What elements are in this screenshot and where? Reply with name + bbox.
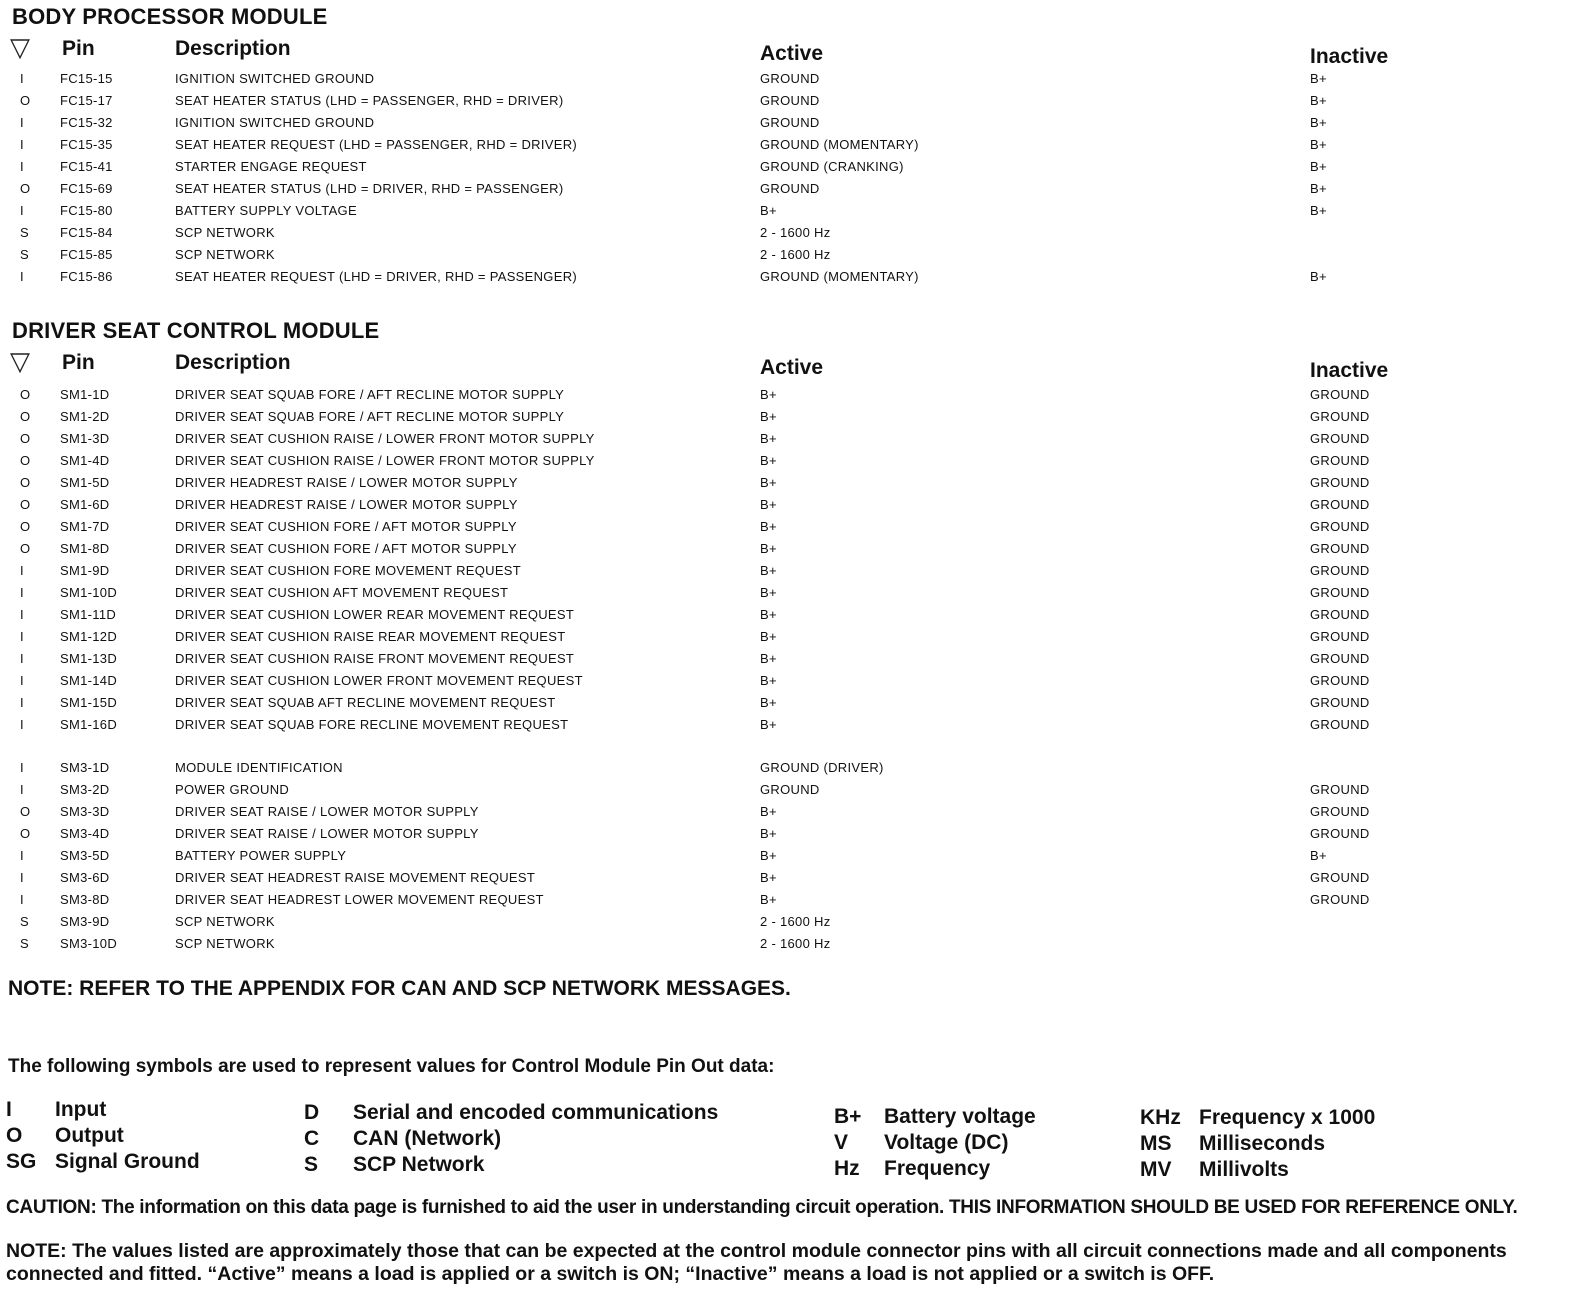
pin-id: SM1-6D — [60, 497, 110, 512]
pin-active-value: B+ — [760, 585, 777, 600]
pin-description: MODULE IDENTIFICATION — [175, 760, 343, 775]
legend-sym-can: C — [304, 1127, 320, 1150]
pin-description: SEAT HEATER REQUEST (LHD = DRIVER, RHD = PASSENGER) — [175, 269, 578, 284]
pin-id: SM1-15D — [60, 695, 118, 710]
pin-id: FC15-35 — [60, 137, 113, 152]
legend-label-voltage: Voltage (DC) — [884, 1131, 1009, 1154]
table-row — [0, 519, 1584, 541]
pin-id: SM3-10D — [60, 936, 118, 951]
pin-inactive-value: GROUND — [1310, 892, 1370, 907]
pin-active-value: B+ — [760, 431, 777, 446]
pin-id: FC15-41 — [60, 159, 113, 174]
pin-id: FC15-32 — [60, 115, 113, 130]
pin-inactive-value: GROUND — [1310, 497, 1370, 512]
pin-description: DRIVER SEAT HEADREST LOWER MOVEMENT REQUEST — [175, 892, 544, 907]
table-row — [0, 607, 1584, 629]
legend-sym-khz: KHz — [1140, 1106, 1181, 1129]
pin-active-value: GROUND (CRANKING) — [760, 159, 904, 174]
pin-id: SM3-1D — [60, 760, 110, 775]
legend-sym-output: O — [6, 1124, 23, 1147]
pin-active-value: GROUND (MOMENTARY) — [760, 137, 919, 152]
pin-active-value: B+ — [760, 541, 777, 556]
pin-io-type: I — [20, 629, 24, 644]
pin-inactive-value: GROUND — [1310, 541, 1370, 556]
pin-description: DRIVER SEAT HEADREST RAISE MOVEMENT REQUEST — [175, 870, 536, 885]
pin-id: SM1-5D — [60, 475, 110, 490]
pin-active-value: GROUND — [760, 93, 820, 108]
pin-description: SEAT HEATER REQUEST (LHD = PASSENGER, RHD = DRIVER) — [175, 137, 578, 152]
pin-id: FC15-85 — [60, 247, 113, 262]
pin-active-value: B+ — [760, 892, 777, 907]
pin-id: FC15-15 — [60, 71, 113, 86]
pin-active-value: B+ — [760, 717, 777, 732]
pin-io-type: O — [20, 475, 31, 490]
pin-io-type: I — [20, 203, 24, 218]
pin-id: SM3-5D — [60, 848, 110, 863]
pin-io-type: I — [20, 585, 24, 600]
pin-description: DRIVER SEAT SQUAB FORE RECLINE MOVEMENT REQUEST — [175, 717, 569, 732]
pin-id: SM3-6D — [60, 870, 110, 885]
pin-io-type: O — [20, 453, 31, 468]
pin-io-type: I — [20, 651, 24, 666]
pin-description: IGNITION SWITCHED GROUND — [175, 115, 375, 130]
legend-label-frequency: Frequency — [884, 1157, 991, 1180]
pin-description: SCP NETWORK — [175, 936, 275, 951]
pin-inactive-value: GROUND — [1310, 651, 1370, 666]
table-row — [0, 203, 1584, 225]
dscm-pin-header: Pin — [62, 351, 95, 374]
pin-inactive-value: B+ — [1310, 159, 1327, 174]
pin-io-type: O — [20, 387, 31, 402]
legend-sym-voltage: V — [834, 1131, 849, 1154]
pin-description: BATTERY POWER SUPPLY — [175, 848, 347, 863]
pin-inactive-value: B+ — [1310, 93, 1327, 108]
pin-description: DRIVER SEAT CUSHION AFT MOVEMENT REQUEST — [175, 585, 509, 600]
pin-io-type: S — [20, 936, 29, 951]
pin-id: SM3-8D — [60, 892, 110, 907]
io-symbol-header-icon: ▽ — [10, 346, 30, 376]
pin-io-type: O — [20, 181, 31, 196]
pin-io-type: I — [20, 607, 24, 622]
table-row — [0, 651, 1584, 673]
pin-id: SM1-10D — [60, 585, 118, 600]
pin-active-value: B+ — [760, 475, 777, 490]
bpm-inactive-header: Inactive — [1310, 45, 1389, 68]
pin-id: FC15-86 — [60, 269, 113, 284]
pin-description: SEAT HEATER STATUS (LHD = PASSENGER, RHD = DRIVER) — [175, 93, 564, 108]
pin-description: SEAT HEATER STATUS (LHD = DRIVER, RHD = PASSENGER) — [175, 181, 564, 196]
table-row — [0, 497, 1584, 519]
pin-description: DRIVER SEAT CUSHION FORE MOVEMENT REQUEST — [175, 563, 522, 578]
pin-active-value: GROUND — [760, 782, 820, 797]
pin-io-type: S — [20, 914, 29, 929]
bpm-description-header: Description — [175, 37, 291, 60]
table-row — [0, 93, 1584, 115]
pin-id: FC15-69 — [60, 181, 113, 196]
caution-text: CAUTION: The information on this data page is furnished to aid the user in understanding circuit operation. THIS INFORMATION SHOULD BE USED FOR REFERENCE ONLY. — [6, 1197, 1518, 1218]
pin-io-type: I — [20, 848, 24, 863]
pin-id: SM1-16D — [60, 717, 118, 732]
table-row — [0, 269, 1584, 291]
pin-description: SCP NETWORK — [175, 225, 275, 240]
pin-description: IGNITION SWITCHED GROUND — [175, 71, 375, 86]
pin-id: SM1-3D — [60, 431, 110, 446]
pin-id: SM1-13D — [60, 651, 118, 666]
legend-label-scp: SCP Network — [353, 1153, 485, 1176]
pin-inactive-value: B+ — [1310, 137, 1327, 152]
dscm-inactive-header: Inactive — [1310, 359, 1389, 382]
pin-inactive-value: GROUND — [1310, 585, 1370, 600]
table-row — [0, 673, 1584, 695]
pin-inactive-value: GROUND — [1310, 870, 1370, 885]
pin-active-value: B+ — [760, 563, 777, 578]
pin-io-type: S — [20, 247, 29, 262]
pin-description: SCP NETWORK — [175, 247, 275, 262]
table-row — [0, 387, 1584, 409]
pin-description: DRIVER SEAT CUSHION LOWER FRONT MOVEMENT REQUEST — [175, 673, 583, 688]
dscm-description-header: Description — [175, 351, 291, 374]
pin-description: DRIVER SEAT CUSHION RAISE / LOWER FRONT MOTOR SUPPLY — [175, 431, 595, 446]
pin-active-value: 2 - 1600 Hz — [760, 225, 831, 240]
pin-active-value: B+ — [760, 607, 777, 622]
pin-active-value: B+ — [760, 409, 777, 424]
pin-io-type: O — [20, 409, 31, 424]
pin-description: DRIVER HEADREST RAISE / LOWER MOTOR SUPPLY — [175, 475, 518, 490]
table-row — [0, 71, 1584, 93]
legend-label-battery: Battery voltage — [884, 1105, 1036, 1128]
pin-io-type: I — [20, 71, 24, 86]
pin-description: DRIVER SEAT RAISE / LOWER MOTOR SUPPLY — [175, 804, 479, 819]
table-row — [0, 541, 1584, 563]
pin-id: SM1-7D — [60, 519, 110, 534]
pin-active-value: GROUND — [760, 181, 820, 196]
table-row — [0, 914, 1584, 936]
legend-label-serial: Serial and encoded communications — [353, 1101, 719, 1124]
pin-active-value: 2 - 1600 Hz — [760, 247, 831, 262]
pin-active-value: GROUND — [760, 115, 820, 130]
legend-sym-mv: MV — [1140, 1158, 1172, 1181]
pin-io-type: I — [20, 782, 24, 797]
pin-description: BATTERY SUPPLY VOLTAGE — [175, 203, 357, 218]
table-row — [0, 695, 1584, 717]
table-row — [0, 760, 1584, 782]
legend-sym-battery: B+ — [834, 1105, 862, 1128]
pin-description: DRIVER SEAT SQUAB AFT RECLINE MOVEMENT REQUEST — [175, 695, 556, 710]
pin-active-value: B+ — [760, 804, 777, 819]
pin-inactive-value: GROUND — [1310, 453, 1370, 468]
table-row — [0, 225, 1584, 247]
bpm-pin-header: Pin — [62, 37, 95, 60]
pin-inactive-value: GROUND — [1310, 475, 1370, 490]
pin-io-type: O — [20, 519, 31, 534]
table-row — [0, 475, 1584, 497]
pin-id: SM1-12D — [60, 629, 118, 644]
pin-io-type: O — [20, 804, 31, 819]
pin-id: SM1-8D — [60, 541, 110, 556]
pin-description: DRIVER SEAT RAISE / LOWER MOTOR SUPPLY — [175, 826, 479, 841]
pin-active-value: 2 - 1600 Hz — [760, 936, 831, 951]
pin-id: SM1-9D — [60, 563, 110, 578]
pin-inactive-value: GROUND — [1310, 673, 1370, 688]
pin-inactive-value: GROUND — [1310, 519, 1370, 534]
pin-io-type: I — [20, 760, 24, 775]
pin-io-type: I — [20, 269, 24, 284]
pin-io-type: I — [20, 563, 24, 578]
pin-io-type: O — [20, 826, 31, 841]
legend-sym-serial: D — [304, 1101, 320, 1124]
pin-description: POWER GROUND — [175, 782, 290, 797]
legend-label-khz: Frequency x 1000 — [1199, 1106, 1376, 1129]
dscm-active-header: Active — [760, 356, 824, 379]
legend-label-ms: Milliseconds — [1199, 1132, 1326, 1155]
table-row — [0, 826, 1584, 848]
pin-active-value: B+ — [760, 826, 777, 841]
pin-io-type: O — [20, 497, 31, 512]
table-row — [0, 848, 1584, 870]
legend-sym-scp: S — [304, 1153, 319, 1176]
pin-inactive-value: B+ — [1310, 269, 1327, 284]
pin-inactive-value: B+ — [1310, 203, 1327, 218]
pin-active-value: GROUND — [760, 71, 820, 86]
pin-io-type: I — [20, 695, 24, 710]
table-row — [0, 181, 1584, 203]
pin-description: DRIVER SEAT SQUAB FORE / AFT RECLINE MOTOR SUPPLY — [175, 409, 565, 424]
pin-inactive-value: GROUND — [1310, 563, 1370, 578]
bpm-section-title: BODY PROCESSOR MODULE — [12, 4, 328, 29]
pin-inactive-value: GROUND — [1310, 431, 1370, 446]
pin-id: FC15-80 — [60, 203, 113, 218]
pin-inactive-value: GROUND — [1310, 409, 1370, 424]
bpm-active-header: Active — [760, 42, 824, 65]
pin-io-type: I — [20, 115, 24, 130]
pin-inactive-value: GROUND — [1310, 387, 1370, 402]
table-row — [0, 431, 1584, 453]
pin-active-value: B+ — [760, 203, 777, 218]
legend-intro: The following symbols are used to represent values for Control Module Pin Out data: — [8, 1056, 775, 1077]
pin-id: SM3-3D — [60, 804, 110, 819]
pin-id: SM3-4D — [60, 826, 110, 841]
pin-active-value: B+ — [760, 848, 777, 863]
pin-active-value: B+ — [760, 695, 777, 710]
legend-label-can: CAN (Network) — [353, 1127, 502, 1150]
pin-io-type: I — [20, 717, 24, 732]
pin-inactive-value: GROUND — [1310, 629, 1370, 644]
pin-id: FC15-84 — [60, 225, 113, 240]
table-row — [0, 782, 1584, 804]
pin-id: SM1-4D — [60, 453, 110, 468]
table-row — [0, 137, 1584, 159]
table-row — [0, 936, 1584, 958]
pin-io-type: I — [20, 159, 24, 174]
legend-label-output: Output — [55, 1124, 124, 1147]
pin-inactive-value: B+ — [1310, 115, 1327, 130]
pin-io-type: I — [20, 870, 24, 885]
table-row — [0, 159, 1584, 181]
legend-label-input: Input — [55, 1098, 107, 1121]
pin-io-type: I — [20, 137, 24, 152]
io-symbol-header-icon: ▽ — [10, 32, 30, 62]
table-row — [0, 585, 1584, 607]
pin-active-value: B+ — [760, 629, 777, 644]
pin-active-value: GROUND (MOMENTARY) — [760, 269, 919, 284]
table-row — [0, 409, 1584, 431]
pin-description: DRIVER SEAT CUSHION FORE / AFT MOTOR SUPPLY — [175, 541, 517, 556]
pin-id: SM1-11D — [60, 607, 117, 622]
pin-active-value: B+ — [760, 870, 777, 885]
legend-sym-frequency: Hz — [834, 1157, 860, 1180]
pin-description: DRIVER SEAT SQUAB FORE / AFT RECLINE MOTOR SUPPLY — [175, 387, 565, 402]
pin-description: DRIVER SEAT CUSHION RAISE FRONT MOVEMENT REQUEST — [175, 651, 575, 666]
table-row — [0, 247, 1584, 269]
pin-active-value: 2 - 1600 Hz — [760, 914, 831, 929]
pin-description: SCP NETWORK — [175, 914, 275, 929]
pin-description: DRIVER SEAT CUSHION FORE / AFT MOTOR SUPPLY — [175, 519, 517, 534]
pin-io-type: O — [20, 93, 31, 108]
pin-active-value: B+ — [760, 497, 777, 512]
pin-io-type: I — [20, 673, 24, 688]
pin-inactive-value: B+ — [1310, 71, 1327, 86]
table-row — [0, 804, 1584, 826]
pin-description: DRIVER SEAT CUSHION LOWER REAR MOVEMENT REQUEST — [175, 607, 575, 622]
pin-description: DRIVER HEADREST RAISE / LOWER MOTOR SUPPLY — [175, 497, 518, 512]
table-row — [0, 453, 1584, 475]
table-row — [0, 717, 1584, 739]
legend-sym-input: I — [6, 1098, 12, 1121]
table-row — [0, 115, 1584, 137]
pin-inactive-value: GROUND — [1310, 717, 1370, 732]
legend-sym-ms: MS — [1140, 1132, 1172, 1155]
pin-io-type: O — [20, 541, 31, 556]
table-row — [0, 892, 1584, 914]
pin-id: FC15-17 — [60, 93, 113, 108]
table-row — [0, 629, 1584, 651]
pin-inactive-value: GROUND — [1310, 695, 1370, 710]
pin-description: DRIVER SEAT CUSHION RAISE REAR MOVEMENT REQUEST — [175, 629, 566, 644]
dscm-section-title: DRIVER SEAT CONTROL MODULE — [12, 318, 380, 343]
pin-id: SM1-1D — [60, 387, 110, 402]
pin-inactive-value: B+ — [1310, 848, 1327, 863]
pin-description: STARTER ENGAGE REQUEST — [175, 159, 367, 174]
pin-id: SM1-14D — [60, 673, 118, 688]
table-row — [0, 563, 1584, 585]
pin-active-value: B+ — [760, 651, 777, 666]
legend-label-signal-ground: Signal Ground — [55, 1150, 200, 1173]
pin-id: SM1-2D — [60, 409, 110, 424]
network-note: NOTE: REFER TO THE APPENDIX FOR CAN AND SCP NETWORK MESSAGES. — [8, 977, 791, 1000]
pin-active-value: B+ — [760, 453, 777, 468]
pin-id: SM3-9D — [60, 914, 110, 929]
pin-active-value: B+ — [760, 673, 777, 688]
pin-active-value: B+ — [760, 519, 777, 534]
pin-io-type: O — [20, 431, 31, 446]
pin-inactive-value: GROUND — [1310, 607, 1370, 622]
pin-inactive-value: GROUND — [1310, 826, 1370, 841]
pin-io-type: S — [20, 225, 29, 240]
table-row — [0, 870, 1584, 892]
pin-inactive-value: GROUND — [1310, 804, 1370, 819]
pin-id: SM3-2D — [60, 782, 110, 797]
pin-io-type: I — [20, 892, 24, 907]
values-note: NOTE: The values listed are approximately those that can be expected at the control module connector pins with all circuit connections made and all components connected and fitted. “Active” means a load is applied or a switch is ON; “Inactive” means a load is not applied or a switch is OFF. — [6, 1240, 1507, 1285]
legend-label-mv: Millivolts — [1199, 1158, 1289, 1181]
pin-inactive-value: GROUND — [1310, 782, 1370, 797]
pin-description: DRIVER SEAT CUSHION RAISE / LOWER FRONT MOTOR SUPPLY — [175, 453, 595, 468]
legend-sym-signal-ground: SG — [6, 1150, 37, 1173]
pin-inactive-value: B+ — [1310, 181, 1327, 196]
pin-active-value: GROUND (DRIVER) — [760, 760, 884, 775]
pin-active-value: B+ — [760, 387, 777, 402]
